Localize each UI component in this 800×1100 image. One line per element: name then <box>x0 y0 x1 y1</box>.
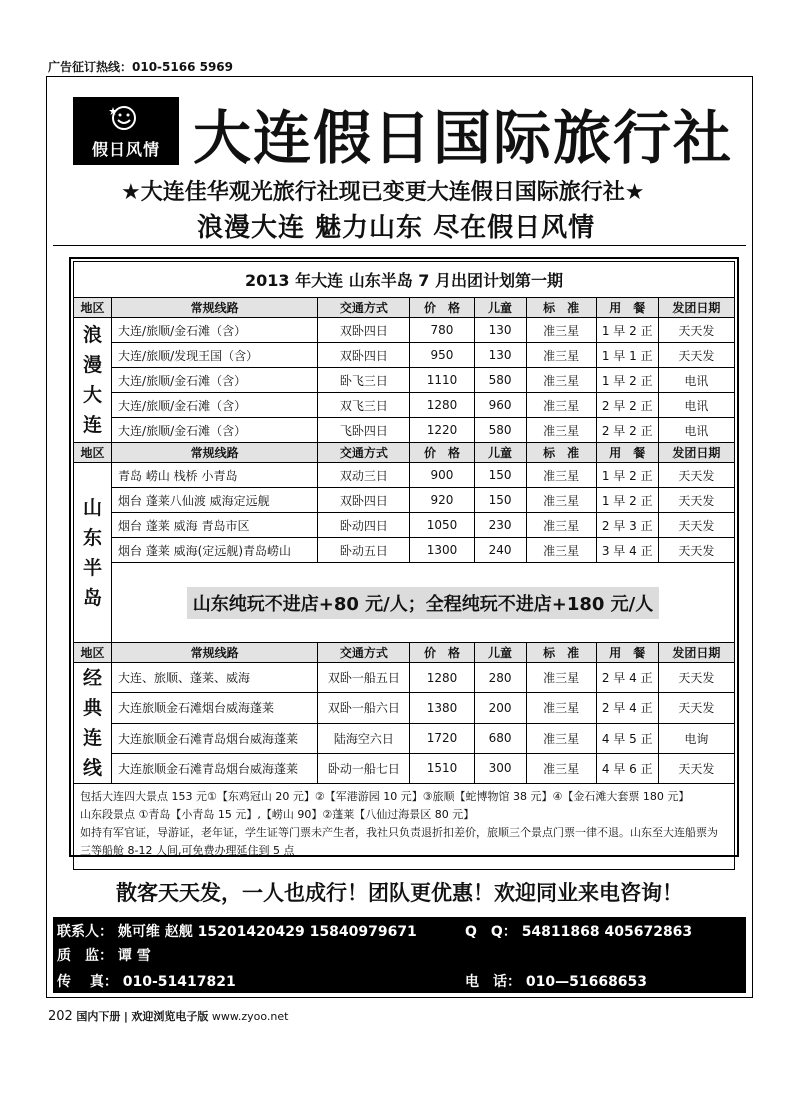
meals-cell: 2 早 2 正 <box>596 418 658 443</box>
price-cell: 1050 <box>410 513 474 538</box>
footer-divider: | <box>123 1010 128 1023</box>
child-price-cell: 280 <box>474 663 526 693</box>
table-header-row <box>74 298 735 318</box>
departure-cell: 天天发 <box>658 663 734 693</box>
logo <box>73 97 179 165</box>
ad-frame <box>46 76 753 998</box>
supervisor-label: 质 监： <box>57 948 113 964</box>
header-route: 常规线路 <box>112 643 318 663</box>
standard-cell: 准三星 <box>526 393 596 418</box>
price-cell: 1300 <box>410 538 474 563</box>
notes-cell <box>74 784 735 870</box>
route-cell: 大连/旅顺/发现王国（含） <box>112 343 318 368</box>
header-transport: 交通方式 <box>318 643 410 663</box>
transport-cell: 双卧一船六日 <box>318 693 410 723</box>
table-row <box>74 418 735 443</box>
header-meals: 用 餐 <box>596 643 658 663</box>
transport-cell: 双卧一船五日 <box>318 663 410 693</box>
divider <box>53 245 746 246</box>
table-header-row <box>74 643 735 663</box>
route-cell: 大连/旅顺/金石滩（含） <box>112 418 318 443</box>
route-cell: 大连旅顺金石滩烟台威海蓬莱 <box>112 693 318 723</box>
route-cell: 烟台 蓬莱八仙渡 威海定远舰 <box>112 488 318 513</box>
transport-cell: 双卧四日 <box>318 343 410 368</box>
header-region: 地区 <box>74 298 112 318</box>
header-departure: 发团日期 <box>658 643 734 663</box>
slogan: 浪漫大连 魅力山东 尽在假日风情 <box>197 213 596 243</box>
note-ticket-policy: 如持有军官证，导游证，老年证，学生证等门票未产生者，我社只负责退折扣差价，旅顺三个景点门票一律不退。山东至大连船票为三等船舱 8-12 人间,可免费办理延住到 5 点 <box>80 826 718 857</box>
child-price-cell: 580 <box>474 368 526 393</box>
phone-value: 010—51668653 <box>525 974 648 990</box>
price-cell: 780 <box>410 318 474 343</box>
route-cell: 青岛 崂山 栈桥 小青岛 <box>112 463 318 488</box>
child-price-cell: 130 <box>474 318 526 343</box>
standard-cell: 准三星 <box>526 753 596 783</box>
route-cell: 大连、旅顺、蓬莱、威海 <box>112 663 318 693</box>
table-header-row <box>74 443 735 463</box>
footer-url[interactable]: www.zyoo.net <box>211 1010 289 1023</box>
price-cell: 920 <box>410 488 474 513</box>
table-row <box>74 693 735 723</box>
departure-cell: 电询 <box>658 723 734 753</box>
header-region: 地区 <box>74 443 112 463</box>
route-cell: 大连/旅顺/金石滩（含） <box>112 318 318 343</box>
child-price-cell: 150 <box>474 463 526 488</box>
table-row <box>74 393 735 418</box>
phone-label: 电 话： <box>465 974 521 990</box>
standard-cell: 准三星 <box>526 418 596 443</box>
header-departure: 发团日期 <box>658 298 734 318</box>
standard-cell: 准三星 <box>526 723 596 753</box>
price-cell: 1220 <box>410 418 474 443</box>
meals-cell: 1 早 2 正 <box>596 463 658 488</box>
child-price-cell: 240 <box>474 538 526 563</box>
header-departure: 发团日期 <box>658 443 734 463</box>
promo-row <box>74 563 735 643</box>
child-price-cell: 130 <box>474 343 526 368</box>
departure-cell: 天天发 <box>658 318 734 343</box>
notes-row <box>74 784 735 870</box>
header-child: 儿童 <box>474 443 526 463</box>
meals-cell: 3 早 4 正 <box>596 538 658 563</box>
header-standard: 标 准 <box>526 298 596 318</box>
standard-cell: 准三星 <box>526 463 596 488</box>
region-classic: 经典连线 <box>74 663 112 784</box>
departure-cell: 电讯 <box>658 368 734 393</box>
page-footer <box>48 1008 288 1024</box>
table-row <box>74 663 735 693</box>
header-price: 价 格 <box>410 298 474 318</box>
table-row <box>74 753 735 783</box>
table-row <box>74 318 735 343</box>
standard-cell: 准三星 <box>526 513 596 538</box>
meals-cell: 4 早 5 正 <box>596 723 658 753</box>
transport-cell: 双卧四日 <box>318 318 410 343</box>
standard-cell: 准三星 <box>526 343 596 368</box>
departure-cell: 天天发 <box>658 693 734 723</box>
transport-cell: 卧飞三日 <box>318 368 410 393</box>
contact-bar <box>53 917 746 993</box>
route-cell: 烟台 蓬莱 威海(定远舰)青岛崂山 <box>112 538 318 563</box>
child-price-cell: 580 <box>474 418 526 443</box>
route-cell: 烟台 蓬莱 威海 青岛市区 <box>112 513 318 538</box>
footer-welcome: 欢迎浏览电子版 <box>131 1010 209 1023</box>
call-to-action: 散客天天发，一人也成行！团队更优惠！欢迎同业来电咨询！ <box>116 880 683 905</box>
price-cell: 1720 <box>410 723 474 753</box>
price-cell: 1510 <box>410 753 474 783</box>
standard-cell: 准三星 <box>526 488 596 513</box>
route-cell: 大连/旅顺/金石滩（含） <box>112 393 318 418</box>
qq-label: Q Q： <box>465 924 517 940</box>
standard-cell: 准三星 <box>526 538 596 563</box>
meals-cell: 2 早 4 正 <box>596 693 658 723</box>
table-row <box>74 488 735 513</box>
promo-banner: 山东纯玩不进店+80 元/人；全程纯玩不进店+180 元/人 <box>187 587 659 619</box>
agency-subtitle: ★大连佳华观光旅行社现已变更大连假日国际旅行社★ <box>121 180 645 205</box>
note-shandong-attractions: 山东段景点 ①青岛【小青岛 15 元】,【崂山 90】②蓬莱【八仙过海景区 80 元】 <box>80 808 475 821</box>
header-standard: 标 准 <box>526 643 596 663</box>
header-meals: 用 餐 <box>596 298 658 318</box>
fax-label: 传 真： <box>57 974 118 990</box>
qq-value: 54811868 405672863 <box>521 924 693 940</box>
promo-cell <box>112 563 735 643</box>
price-cell: 900 <box>410 463 474 488</box>
contact-label: 联系人： <box>57 924 113 940</box>
transport-cell: 陆海空六日 <box>318 723 410 753</box>
fax-value: 010-51417821 <box>122 974 236 990</box>
departure-cell: 天天发 <box>658 513 734 538</box>
price-cell: 1280 <box>410 663 474 693</box>
standard-cell: 准三星 <box>526 368 596 393</box>
region-dalian: 浪漫大连 <box>74 318 112 443</box>
header-standard: 标 准 <box>526 443 596 463</box>
region-shandong: 山东半岛 <box>74 463 112 643</box>
meals-cell: 1 早 2 正 <box>596 368 658 393</box>
price-cell: 950 <box>410 343 474 368</box>
transport-cell: 飞卧四日 <box>318 418 410 443</box>
meals-cell: 1 早 2 正 <box>596 488 658 513</box>
meals-cell: 2 早 3 正 <box>596 513 658 538</box>
departure-cell: 天天发 <box>658 488 734 513</box>
table-row <box>74 463 735 488</box>
smiley-star-icon <box>109 103 139 133</box>
standard-cell: 准三星 <box>526 693 596 723</box>
transport-cell: 双动三日 <box>318 463 410 488</box>
departure-cell: 天天发 <box>658 538 734 563</box>
standard-cell: 准三星 <box>526 318 596 343</box>
agency-title: 大连假日国际旅行社 <box>193 104 734 172</box>
transport-cell: 卧动一船七日 <box>318 753 410 783</box>
header-route: 常规线路 <box>112 443 318 463</box>
header-meals: 用 餐 <box>596 443 658 463</box>
standard-cell: 准三星 <box>526 663 596 693</box>
departure-cell: 电讯 <box>658 393 734 418</box>
table-row <box>74 513 735 538</box>
header-transport: 交通方式 <box>318 443 410 463</box>
header-child: 儿童 <box>474 298 526 318</box>
transport-cell: 双卧四日 <box>318 488 410 513</box>
header-route: 常规线路 <box>112 298 318 318</box>
transport-cell: 双飞三日 <box>318 393 410 418</box>
transport-cell: 卧动四日 <box>318 513 410 538</box>
contact-value: 姚可维 赵舰 15201420429 15840979671 <box>117 924 417 940</box>
price-cell: 1380 <box>410 693 474 723</box>
departure-cell: 电讯 <box>658 418 734 443</box>
logo-text: 假日风情 <box>91 140 160 159</box>
route-cell: 大连旅顺金石滩青岛烟台威海蓬莱 <box>112 753 318 783</box>
table-caption: 2013 年大连 山东半岛 7 月出团计划第一期 <box>74 262 735 298</box>
header-transport: 交通方式 <box>318 298 410 318</box>
child-price-cell: 680 <box>474 723 526 753</box>
child-price-cell: 200 <box>474 693 526 723</box>
tour-schedule-table <box>69 257 739 857</box>
child-price-cell: 230 <box>474 513 526 538</box>
page-number: 202 <box>48 1009 73 1024</box>
departure-cell: 天天发 <box>658 463 734 488</box>
meals-cell: 2 早 2 正 <box>596 393 658 418</box>
meals-cell: 1 早 1 正 <box>596 343 658 368</box>
departure-cell: 天天发 <box>658 753 734 783</box>
table-row <box>74 723 735 753</box>
header-region: 地区 <box>74 643 112 663</box>
table-row <box>74 343 735 368</box>
header-child: 儿童 <box>474 643 526 663</box>
header-price: 价 格 <box>410 443 474 463</box>
table-row <box>74 368 735 393</box>
supervisor-value: 谭 雪 <box>117 948 151 964</box>
meals-cell: 2 早 4 正 <box>596 663 658 693</box>
table-row <box>74 538 735 563</box>
header-price: 价 格 <box>410 643 474 663</box>
meals-cell: 4 早 6 正 <box>596 753 658 783</box>
child-price-cell: 150 <box>474 488 526 513</box>
ad-hotline: 广告征订热线：010-5166 5969 <box>48 60 234 74</box>
departure-cell: 天天发 <box>658 343 734 368</box>
meals-cell: 1 早 2 正 <box>596 318 658 343</box>
route-cell: 大连旅顺金石滩青岛烟台威海蓬莱 <box>112 723 318 753</box>
price-cell: 1280 <box>410 393 474 418</box>
price-cell: 1110 <box>410 368 474 393</box>
child-price-cell: 300 <box>474 753 526 783</box>
route-cell: 大连/旅顺/金石滩（含） <box>112 368 318 393</box>
transport-cell: 卧动五日 <box>318 538 410 563</box>
note-dalian-attractions: 包括大连四大景点 153 元①【东鸡冠山 20 元】②【军港游园 10 元】③旅顺【蛇博物馆 38 元】④【金石滩大套票 180 元】 <box>80 790 690 803</box>
footer-section: 国内下册 <box>76 1010 121 1023</box>
child-price-cell: 960 <box>474 393 526 418</box>
